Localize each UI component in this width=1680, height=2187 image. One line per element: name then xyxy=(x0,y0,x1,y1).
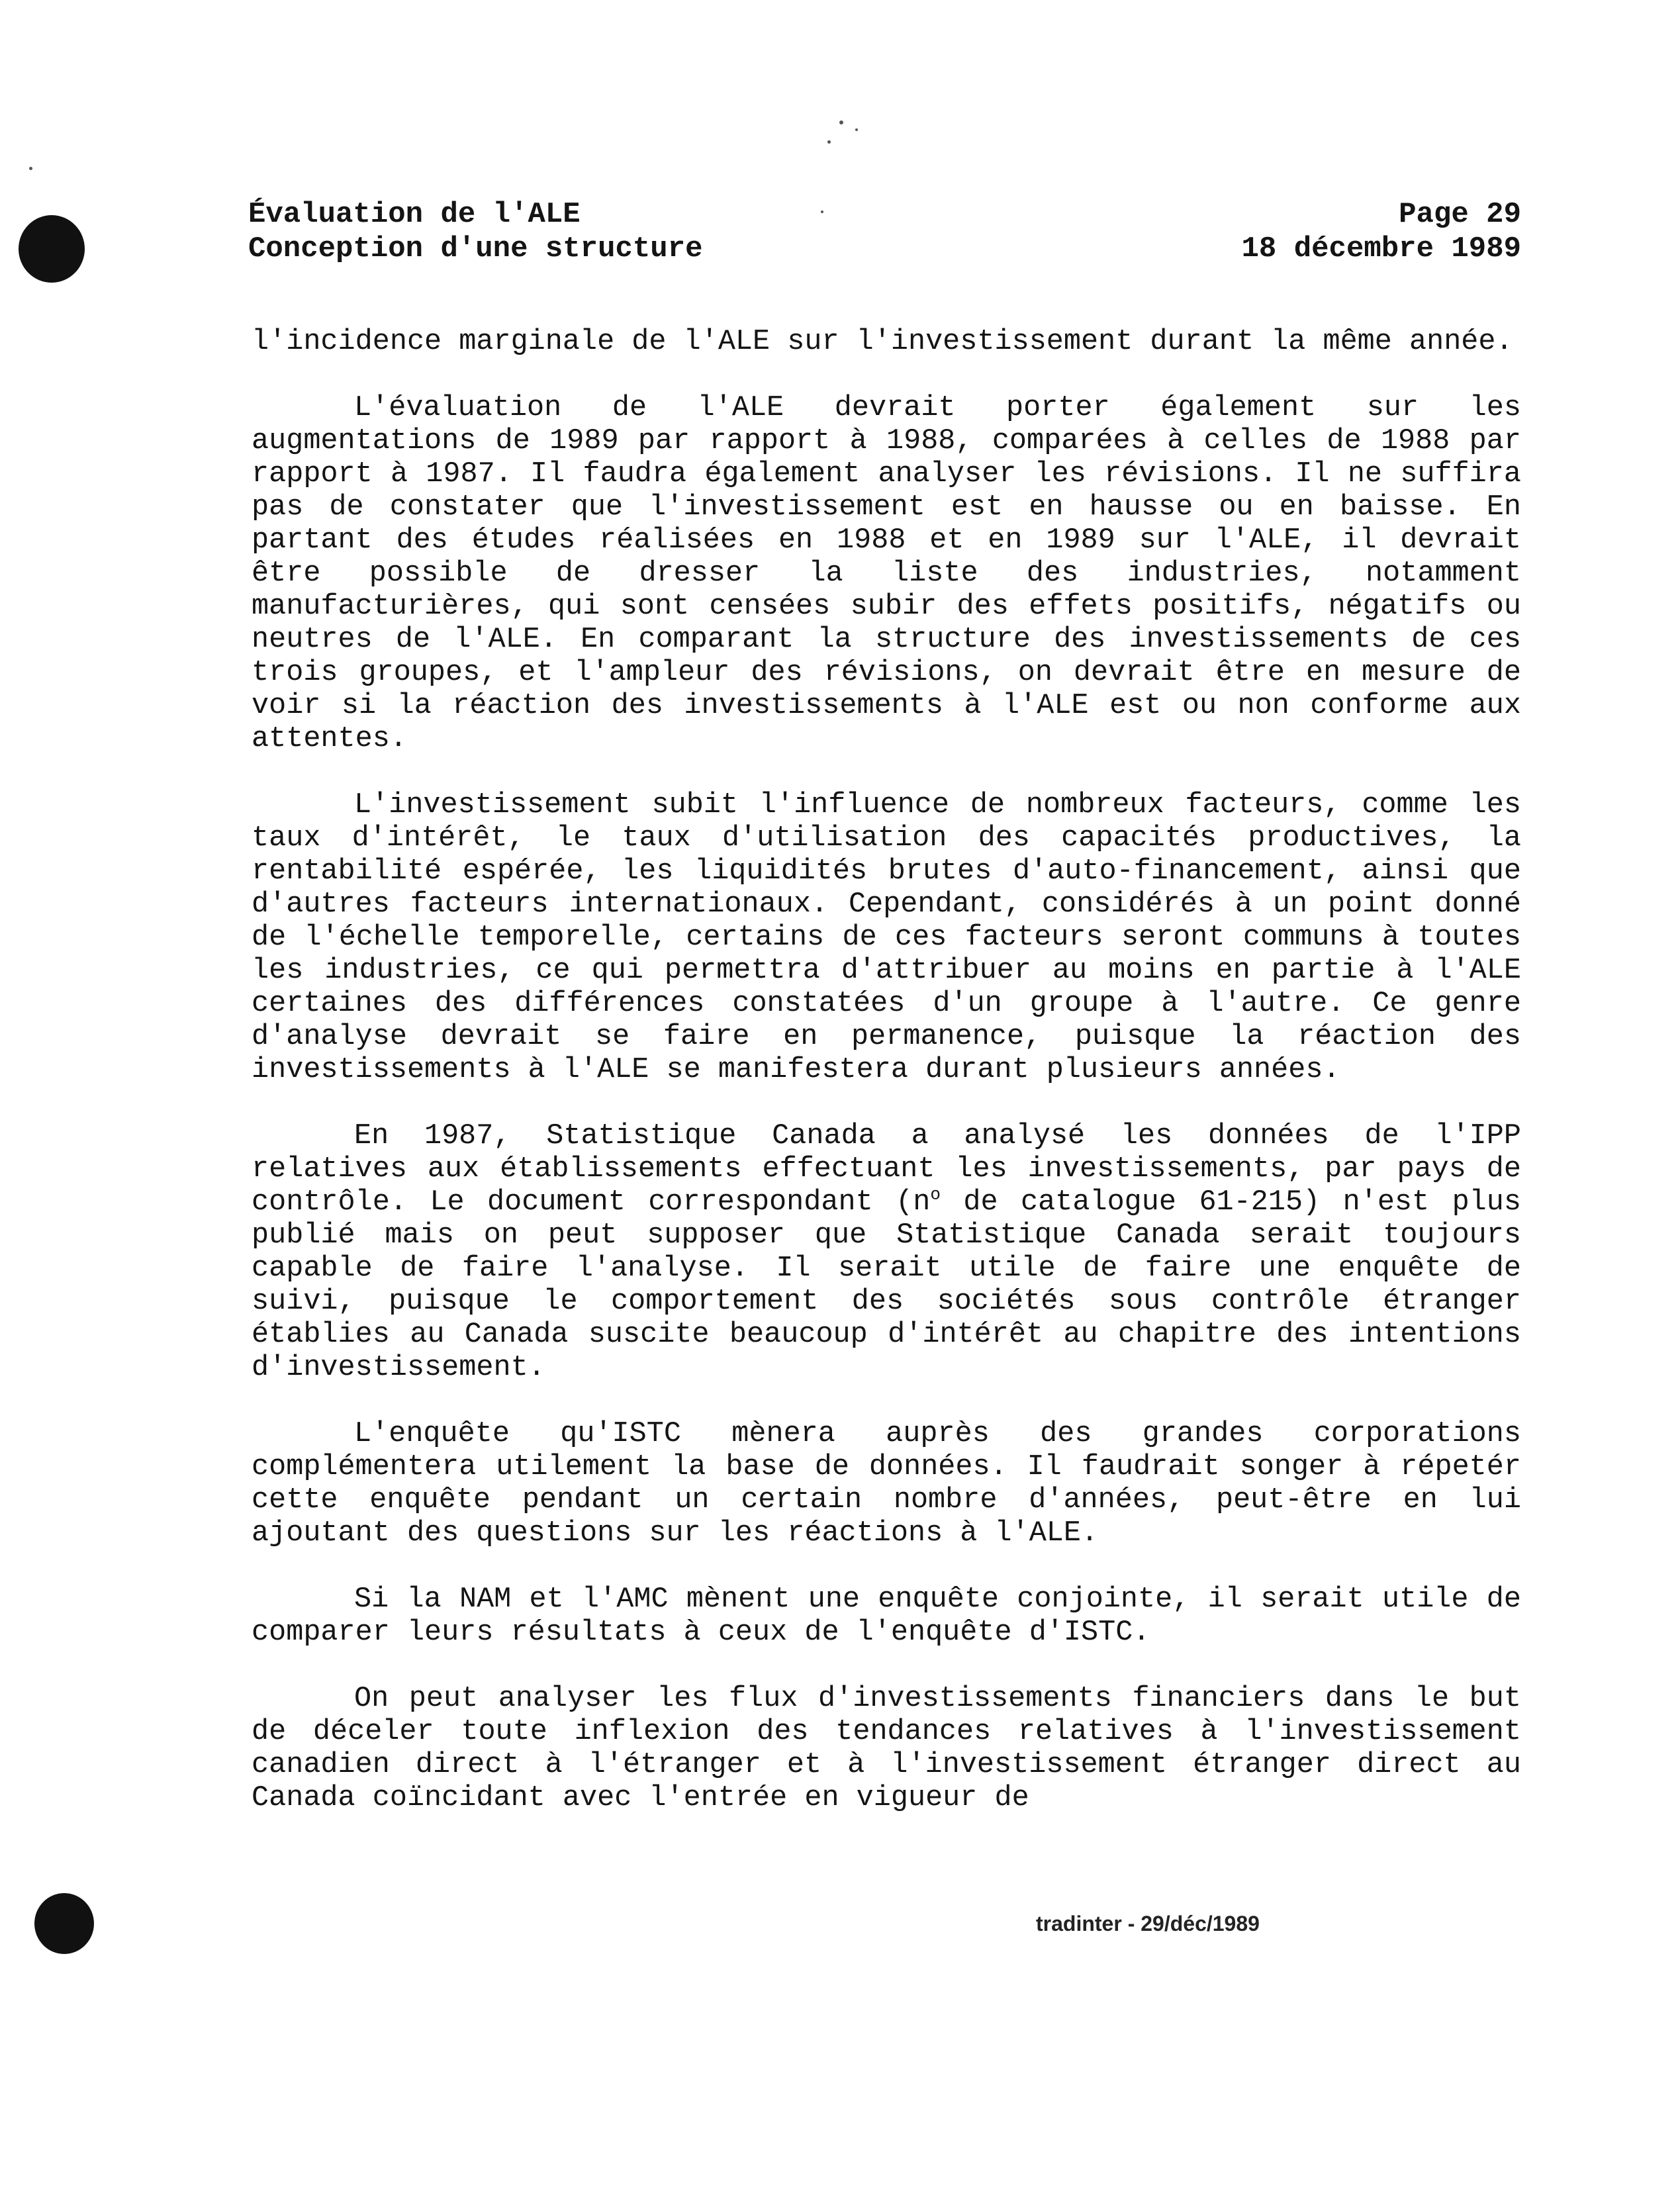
document-date: 18 décembre 1989 xyxy=(1241,232,1521,265)
paragraph-statcan xyxy=(252,1120,1521,1385)
paragraph: On peut analyser les flux d'investissements financiers dans le but de déceler toute inflexion des tendances relatives à l'investissement canadien direct à l'étranger et à l'investissement étranger direct au Canada coïncidant avec l'entrée en vigueur de xyxy=(252,1683,1521,1814)
page-header xyxy=(248,197,1521,266)
header-row-1 xyxy=(248,197,1521,232)
punch-hole-bottom xyxy=(34,1893,94,1954)
scan-speck xyxy=(827,140,831,144)
paragraph: L'enquête qu'ISTC mènera auprès des grandes corporations complémentera utilement la base de données. Il faudrait songer à répetér cette enquête pendant un certain nombre d'années, peut-être en lui ajoutant des questions sur les réactions à l'ALE. xyxy=(252,1418,1521,1550)
translator-stamp: tradinter - 29/déc/1989 xyxy=(1036,1912,1260,1935)
document-subtitle: Conception d'une structure xyxy=(248,232,703,265)
paragraph: L'investissement subit l'influence de nombreux facteurs, comme les taux d'intérêt, le taux d'utilisation des capacités productives, la rentabilité espérée, les liquidités brutes d'auto-financement, ainsi que d'autres facteurs internationaux. Cependant, considérés à un point donné de l'échelle temporelle, certains de ces facteurs seront communs à toutes les industries, ce qui permettra d'attribuer au moins en partie à l'ALE certaines des différences constatées d'un groupe à l'autre. Ce genre d'analyse devrait se faire en permanence, puisque la réaction des investissements à l'ALE se manifestera durant plusieurs années. xyxy=(252,789,1521,1086)
scan-speck xyxy=(29,167,32,170)
document-title: Évaluation de l'ALE xyxy=(248,198,581,231)
punch-hole-top xyxy=(19,215,85,283)
paragraph: Si la NAM et l'AMC mènent une enquête conjointe, il serait utile de comparer leurs résultats à ceux de l'enquête d'ISTC. xyxy=(252,1583,1521,1649)
paragraph-text: de catalogue 61-215) n'est plus publié mais on peut supposer que Statistique Canada serait toujours capable de faire l'analyse. Il serait utile de faire une enquête de suivi, puisque le comportement des sociétés sous contrôle étranger établies au Canada suscite beaucoup d'intérêt au chapitre des intentions d'investissement. xyxy=(252,1186,1521,1384)
numero-superscript: o xyxy=(930,1184,941,1205)
paragraph-text: En 1987, Statistique Canada a analysé les données de l'IPP relatives aux établissements effectuant les investissements, par pays de contrôle. Le document correspondant (n xyxy=(252,1120,1521,1219)
scan-speck xyxy=(855,128,858,131)
paragraph: L'évaluation de l'ALE devrait porter également sur les augmentations de 1989 par rapport à 1988, comparées à celles de 1988 par rapport à 1987. Il faudra également analyser les révisions. Il ne suffira pas de constater que l'investissement est en hausse ou en baisse. En partant des études réalisées en 1988 et en 1989 sur l'ALE, il devrait être possible de dresser la liste des industries, notamment manufacturières, qui sont censées subir des effets positifs, négatifs ou neutres de l'ALE. En comparant la structure des investissements de ces trois groupes, et l'ampleur des révisions, on devrait être en mesure de voir si la réaction des investissements à l'ALE est ou non conforme aux attentes. xyxy=(252,392,1521,755)
page-number: Page 29 xyxy=(1399,198,1521,231)
header-row-2 xyxy=(248,232,1521,266)
document-body xyxy=(252,326,1521,1848)
scan-speck xyxy=(839,120,843,124)
paragraph: l'incidence marginale de l'ALE sur l'investissement durant la même année. xyxy=(252,326,1513,358)
